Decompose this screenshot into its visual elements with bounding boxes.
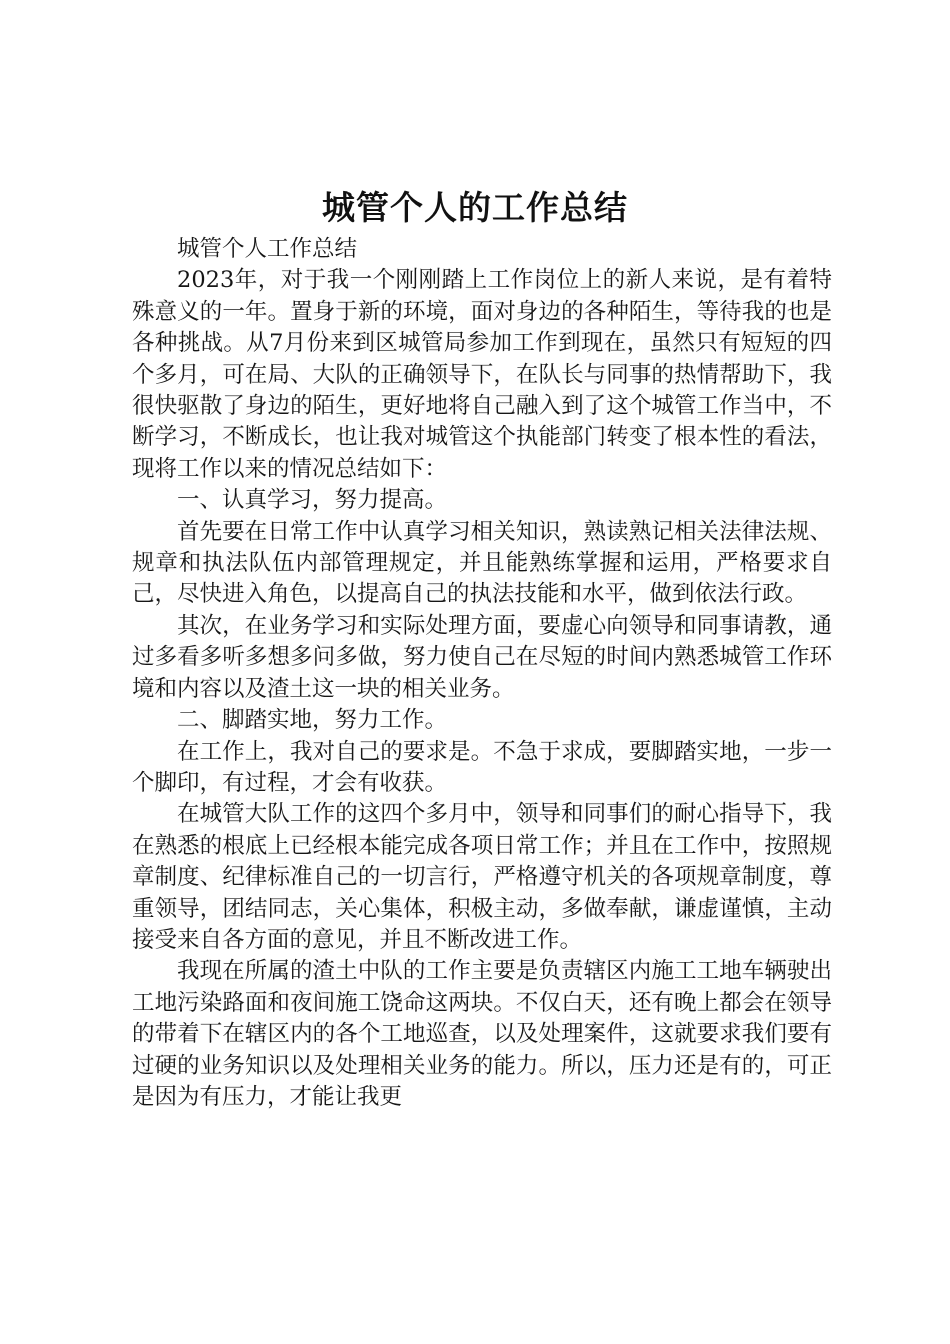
document-body: [132, 234, 832, 1113]
subtitle-paragraph: 城管个人工作总结: [177, 236, 358, 262]
body-paragraph: 我现在所属的渣土中队的工作主要是负责辖区内施工工地车辆驶出工地污染路面和夜间施工饶命这两块。不仅白天，还有晚上都会在领导的带着下在辖区内的各个工地巡查，以及处理案件，这就要求我们要有过硬的业务知识以及处理相关业务的能力。所以，压力还是有的，可正是因为有压力，才能让我更: [132, 958, 832, 1110]
intro-paragraph: 2023年，对于我一个刚刚踏上工作岗位上的新人来说，是有着特殊意义的一年。置身于新的环境，面对身边的各种陌生，等待我的也是各种挑战。从7月份来到区城管局参加工作到现在，虽然只有短短的四个多月，可在局、大队的正确领导下，在队长与同事的热情帮助下，我很快驱散了身边的陌生，更好地将自己融入到了这个城管工作当中，不断学习，不断成长，也让我对城管这个执能部门转变了根本性的看法，现将工作以来的情况总结如下：: [132, 267, 832, 482]
body-paragraph: 在城管大队工作的这四个多月中，领导和同事们的耐心指导下，我在熟悉的根底上已经根本能完成各项日常工作；并且在工作中，按照规章制度、纪律标准自己的一切言行，严格遵守机关的各项规章制度，尊重领导，团结同志，关心集体，积极主动，多做奉献，谦虚谨慎，主动接受来自各方面的意见，并且不断改进工作。: [132, 801, 832, 953]
section-heading-1: 一、认真学习，努力提高。: [177, 487, 448, 514]
body-paragraph: 首先要在日常工作中认真学习相关知识，熟读熟记相关法律法规、规章和执法队伍内部管理规定，并且能熟练掌握和运用，严格要求自己，尽快进入角色，以提高自己的执法技能和水平，做到依法行政。: [132, 518, 832, 608]
section-heading-2: 二、脚踏实地，努力工作。: [177, 707, 448, 734]
body-paragraph: 在工作上，我对自己的要求是。不急于求成，要脚踏实地，一步一个脚印，有过程，才会有收获。: [132, 738, 832, 796]
body-paragraph: 其次，在业务学习和实际处理方面，要虚心向领导和同事请教，通过多看多听多想多问多做，努力使自己在尽短的时间内熟悉城管工作环境和内容以及渣土这一块的相关业务。: [132, 612, 832, 702]
document-title: 城管个人的工作总结: [322, 188, 628, 227]
